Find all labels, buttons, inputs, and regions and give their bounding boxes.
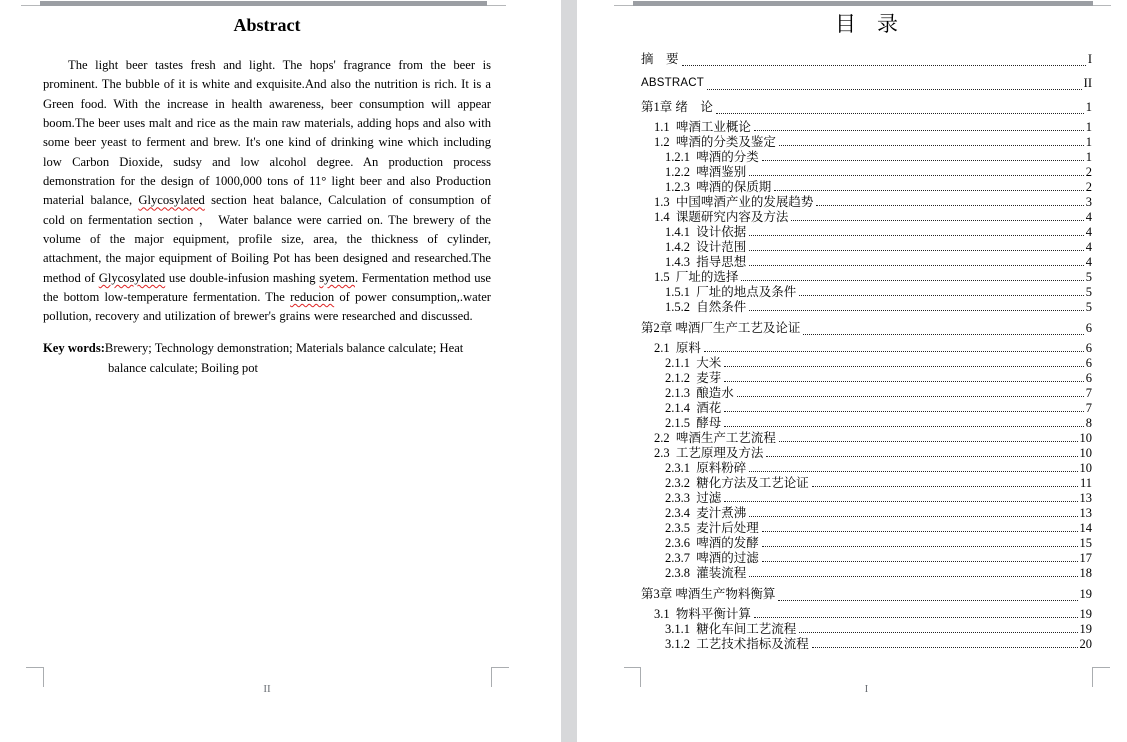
toc-entry-label[interactable]: 第3章 啤酒生产物料衡算 xyxy=(641,587,776,601)
toc-list xyxy=(641,49,1092,652)
dotted-leader xyxy=(766,456,1077,457)
toc-entry-label[interactable]: 1.2.3 啤酒的保质期 xyxy=(665,180,772,194)
toc-page-number[interactable]: 10 xyxy=(1079,461,1092,475)
toc-entry-label[interactable]: 2.1.1 大米 xyxy=(665,356,722,370)
bottom-right-crop-mark xyxy=(1092,667,1110,668)
keywords-text[interactable]: Brewery; Technology demonstration; Materials balance calculate; Heat balance calculate; Boiling pot xyxy=(104,340,464,376)
dotted-leader xyxy=(724,426,1083,427)
toc-text-area xyxy=(641,0,1092,652)
misspelled-word[interactable]: Glycosylated xyxy=(138,193,205,208)
toc-entry-label[interactable]: 3.1.2 工艺技术指标及流程 xyxy=(665,637,809,651)
top-crop-mark xyxy=(21,5,40,6)
toc-entry[interactable] xyxy=(641,491,1092,506)
toc-page-number[interactable]: 6 xyxy=(1085,371,1092,385)
toc-page-number[interactable]: 11 xyxy=(1079,476,1092,490)
top-crop-mark xyxy=(614,5,633,6)
toc-entry-label[interactable]: 1.4 课题研究内容及方法 xyxy=(654,210,789,224)
dotted-leader xyxy=(749,471,1077,472)
dotted-leader xyxy=(749,250,1083,251)
toc-entry-label[interactable]: 2.1.5 酵母 xyxy=(665,416,722,430)
toc-page-number[interactable]: 5 xyxy=(1085,300,1092,314)
dotted-leader xyxy=(749,265,1083,266)
toc-entry[interactable] xyxy=(641,506,1092,521)
misspelled-word[interactable]: Glycosylated xyxy=(98,270,166,285)
toc-page-number[interactable]: 14 xyxy=(1079,521,1092,535)
toc-page-number[interactable]: 4 xyxy=(1085,210,1092,224)
toc-entry-label[interactable]: 1.2.1 啤酒的分类 xyxy=(665,150,759,164)
toc-entry[interactable] xyxy=(641,536,1092,551)
toc-entry[interactable] xyxy=(641,195,1092,210)
dotted-leader xyxy=(762,160,1084,161)
dotted-leader xyxy=(749,235,1083,236)
toc-page-number[interactable]: 2 xyxy=(1085,165,1092,179)
toc-entry[interactable] xyxy=(641,566,1092,581)
top-crop-mark xyxy=(1093,5,1111,6)
toc-page-number[interactable]: 18 xyxy=(1079,566,1092,580)
toc-entry[interactable] xyxy=(641,446,1092,461)
toc-entry-label[interactable]: 2.3.6 啤酒的发酵 xyxy=(665,536,759,550)
dotted-leader xyxy=(707,89,1082,90)
toc-entry[interactable] xyxy=(641,551,1092,566)
abstract-title[interactable]: Abstract xyxy=(233,15,301,35)
toc-entry-label[interactable]: 1.5.1 厂址的地点及条件 xyxy=(665,285,797,299)
toc-page-number[interactable]: 19 xyxy=(1079,607,1092,621)
toc-page-number[interactable]: 6 xyxy=(1085,341,1092,355)
toc-page-number[interactable]: 7 xyxy=(1085,386,1092,400)
toc-entry[interactable] xyxy=(641,255,1092,270)
toc-page-number[interactable]: 4 xyxy=(1085,240,1092,254)
dotted-leader xyxy=(779,145,1084,146)
page-number-footer: II xyxy=(263,683,271,695)
toc-page-number[interactable]: 19 xyxy=(1079,587,1092,601)
page-gap xyxy=(561,0,577,742)
toc-entry-label[interactable]: 1.4.1 设计依据 xyxy=(665,225,747,239)
dotted-leader xyxy=(812,486,1078,487)
toc-entry-label[interactable]: 2.1.3 酿造水 xyxy=(665,386,734,400)
dotted-leader xyxy=(762,531,1078,532)
toc-page-number[interactable]: 5 xyxy=(1085,270,1092,284)
dotted-leader xyxy=(749,516,1077,517)
toc-entry[interactable] xyxy=(641,401,1092,416)
bottom-right-crop-mark xyxy=(491,667,492,687)
toc-entry-label[interactable]: 1.4.2 设计范围 xyxy=(665,240,747,254)
toc-entry[interactable] xyxy=(641,584,1092,605)
toc-entry-label[interactable]: 摘 要 xyxy=(641,52,679,66)
toc-page-number[interactable]: 13 xyxy=(1079,506,1092,520)
toc-entry-label[interactable]: 1.2 啤酒的分类及鉴定 xyxy=(654,135,776,149)
toc-entry-label[interactable]: 2.3.1 原料粉碎 xyxy=(665,461,747,475)
toc-entry-label[interactable]: 第2章 啤酒厂生产工艺及论证 xyxy=(641,321,801,335)
toc-page-number[interactable]: 3 xyxy=(1085,195,1092,209)
toc-entry[interactable] xyxy=(641,300,1092,315)
toc-entry[interactable] xyxy=(641,521,1092,536)
toc-entry[interactable] xyxy=(641,180,1092,195)
dotted-leader xyxy=(812,647,1078,648)
bottom-right-crop-mark xyxy=(1092,667,1093,687)
toc-entry[interactable] xyxy=(641,165,1092,180)
paragraph-text[interactable]: of power consumption,.water pollution, recovery and utilization of brewer's grains were researched and discussed. xyxy=(43,290,491,324)
toc-entry-label[interactable]: 1.4.3 指导思想 xyxy=(665,255,747,269)
toc-page-number[interactable]: 1 xyxy=(1085,150,1092,164)
toc-entry[interactable] xyxy=(641,431,1092,446)
toc-entry[interactable] xyxy=(641,210,1092,225)
toc-entry[interactable] xyxy=(641,270,1092,285)
toc-entry-label[interactable]: 1.2.2 啤酒鉴别 xyxy=(665,165,747,179)
toc-entry-label[interactable]: 2.3.7 啤酒的过滤 xyxy=(665,551,759,565)
toc-page-number[interactable]: 5 xyxy=(1085,285,1092,299)
toc-page-number[interactable]: 20 xyxy=(1079,637,1092,651)
dotted-leader xyxy=(724,381,1083,382)
dotted-leader xyxy=(749,175,1083,176)
misspelled-word[interactable]: syetem xyxy=(319,270,355,285)
toc-entry-label[interactable]: 1.5 厂址的选择 xyxy=(654,270,739,284)
dotted-leader xyxy=(762,561,1078,562)
dotted-leader xyxy=(724,366,1083,367)
toc-entry[interactable] xyxy=(641,371,1092,386)
dotted-leader xyxy=(741,280,1083,281)
dotted-leader xyxy=(716,113,1084,114)
toc-entry[interactable] xyxy=(641,318,1092,339)
toc-entry[interactable] xyxy=(641,637,1092,652)
toc-entry-label[interactable]: 1.1 啤酒工业概论 xyxy=(654,120,751,134)
dotted-leader xyxy=(749,310,1083,311)
toc-page-number[interactable]: 8 xyxy=(1085,416,1092,430)
abstract-text-area xyxy=(43,0,491,379)
paragraph-text[interactable]: The light beer tastes fresh and light. The hops' fragrance from the beer is prominent. The bubble of it is white and exquisite.And also the nutrition is rich. It is a Green food. With the increase in health awareness, beer consumption will appear boom.The beer uses malt and rice as the main raw materials, adding hops and also with some beer yeast to ferment and brew. It's one kind of drinking wine which including low Carbon Dioxide, sudsy and low alcohol degree. An production process demonstration for the design of 1000,000 tons of 11° light beer and also Production material balance, xyxy=(43,58,491,208)
toc-entry[interactable] xyxy=(641,607,1092,622)
dotted-leader xyxy=(724,501,1077,502)
toc-page-number[interactable]: 1 xyxy=(1085,135,1092,149)
toc-page-number[interactable]: 10 xyxy=(1079,431,1092,445)
toc-entry-label[interactable]: 2.1.4 酒花 xyxy=(665,401,722,415)
toc-page-number[interactable]: 19 xyxy=(1079,622,1092,636)
toc-entry[interactable] xyxy=(641,49,1092,70)
toc-entry-label[interactable]: 3.1 物料平衡计算 xyxy=(654,607,751,621)
toc-entry-label[interactable]: 2.3.4 麦汁煮沸 xyxy=(665,506,747,520)
bottom-left-crop-mark xyxy=(624,667,640,668)
dotted-leader xyxy=(803,334,1083,335)
dotted-leader xyxy=(749,576,1077,577)
toc-page-number[interactable]: 1 xyxy=(1085,100,1092,114)
abstract-paragraph[interactable] xyxy=(43,56,491,327)
dotted-leader xyxy=(737,396,1084,397)
toc-entry[interactable] xyxy=(641,135,1092,150)
dotted-leader xyxy=(724,411,1083,412)
bottom-left-crop-mark xyxy=(26,667,43,668)
dotted-leader xyxy=(754,617,1078,618)
toc-entry-label[interactable]: 2.2 啤酒生产工艺流程 xyxy=(654,431,776,445)
toc-page-number[interactable]: 1 xyxy=(1085,120,1092,134)
toc-entry-label[interactable]: 2.3.3 过滤 xyxy=(665,491,722,505)
toc-page-number[interactable]: 2 xyxy=(1085,180,1092,194)
toc-entry-label[interactable]: 2.3.2 糖化方法及工艺论证 xyxy=(665,476,809,490)
toc-entry-label[interactable]: 第1章 绪 论 xyxy=(641,100,713,114)
page-toc[interactable] xyxy=(577,0,1127,742)
toc-page-number[interactable]: 6 xyxy=(1085,321,1092,335)
dotted-leader xyxy=(791,220,1083,221)
toc-entry[interactable] xyxy=(641,120,1092,135)
toc-entry[interactable] xyxy=(641,97,1092,118)
toc-entry[interactable] xyxy=(641,150,1092,165)
toc-entry-label[interactable]: 1.5.2 自然条件 xyxy=(665,300,747,314)
toc-entry[interactable] xyxy=(641,356,1092,371)
dotted-leader xyxy=(799,295,1083,296)
paragraph-text[interactable]: . Fermentation method use the bottom low-temperature fermentation. The xyxy=(43,270,491,305)
dotted-leader xyxy=(778,600,1077,601)
toc-entry-label[interactable]: 2.3 工艺原理及方法 xyxy=(654,446,764,460)
keywords-label[interactable]: Key words: xyxy=(43,340,105,355)
dotted-leader xyxy=(779,441,1078,442)
dotted-leader xyxy=(774,190,1083,191)
toc-page-number[interactable]: 13 xyxy=(1079,491,1092,505)
toc-page-number[interactable]: 7 xyxy=(1085,401,1092,415)
toc-entry-label[interactable]: 1.3 中国啤酒产业的发展趋势 xyxy=(654,195,814,209)
paragraph-text[interactable]: use double-infusion mashing xyxy=(165,270,320,285)
toc-entry-label[interactable]: 2.1.2 麦芽 xyxy=(665,371,722,385)
dotted-leader xyxy=(682,65,1086,66)
dotted-leader xyxy=(754,130,1084,131)
toc-entry[interactable] xyxy=(641,416,1092,431)
toc-entry[interactable] xyxy=(641,341,1092,356)
toc-page-number[interactable]: 6 xyxy=(1085,356,1092,370)
toc-entry[interactable] xyxy=(641,622,1092,637)
misspelled-word[interactable]: reducion xyxy=(290,290,335,305)
toc-entry-label[interactable]: 3.1.1 糖化车间工艺流程 xyxy=(665,622,797,636)
toc-page-number[interactable]: 4 xyxy=(1085,255,1092,269)
toc-title: 目 录 xyxy=(835,12,898,36)
paragraph-text[interactable]: section heat balance, Calculation of consumption of cold on fermentation section ， Water balance were carried on. The brewery of the volume of the major equipment, profile size, area, the thickness of cylinder, attachment, the major equipment of Boiling Pot has been designed and researched.The method of xyxy=(43,193,491,285)
page-number-footer: I xyxy=(864,683,869,695)
dotted-leader xyxy=(816,205,1083,206)
page-abstract[interactable] xyxy=(0,0,561,742)
toc-entry[interactable] xyxy=(641,225,1092,240)
toc-page-number[interactable]: 15 xyxy=(1079,536,1092,550)
toc-page-number[interactable]: I xyxy=(1087,52,1092,66)
toc-page-number[interactable]: 10 xyxy=(1079,446,1092,460)
toc-page-number[interactable]: 17 xyxy=(1079,551,1092,565)
dotted-leader xyxy=(762,546,1078,547)
toc-entry-label[interactable]: 2.1 原料 xyxy=(654,341,701,355)
toc-entry-label[interactable]: 2.3.8 灌装流程 xyxy=(665,566,747,580)
keywords-block[interactable] xyxy=(43,338,491,379)
toc-entry[interactable] xyxy=(641,386,1092,401)
toc-page-number[interactable]: 4 xyxy=(1085,225,1092,239)
dotted-leader xyxy=(799,632,1077,633)
dotted-leader xyxy=(704,351,1084,352)
toc-entry-label[interactable]: 2.3.5 麦汁后处理 xyxy=(665,521,759,535)
toc-page-number[interactable]: II xyxy=(1083,76,1092,90)
toc-entry[interactable] xyxy=(641,240,1092,255)
toc-entry-label[interactable]: ABSTRACT xyxy=(641,77,704,89)
toc-entry[interactable] xyxy=(641,73,1092,94)
toc-entry[interactable] xyxy=(641,285,1092,300)
toc-entry[interactable] xyxy=(641,461,1092,476)
toc-entry[interactable] xyxy=(641,476,1092,491)
bottom-right-crop-mark xyxy=(491,667,509,668)
